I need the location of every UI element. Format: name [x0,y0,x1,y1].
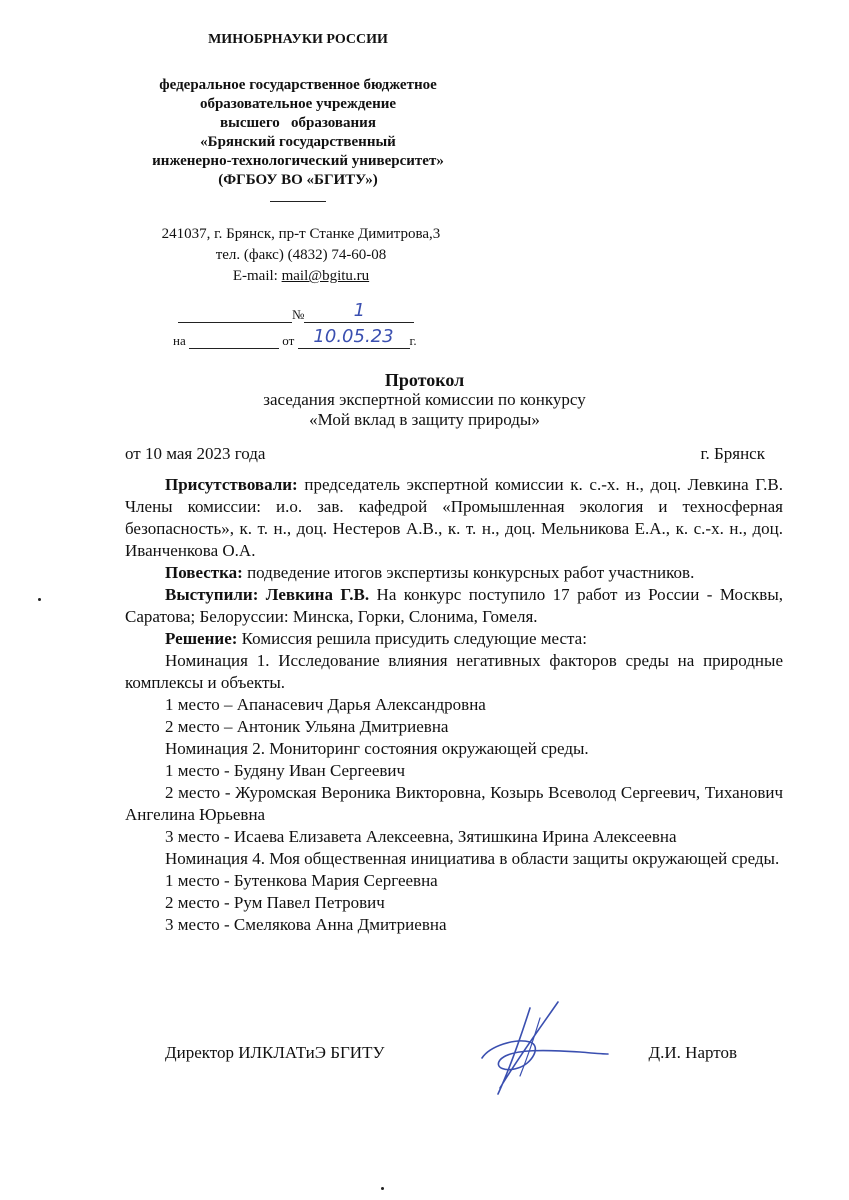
protocol-body [125,474,783,936]
blank-field [178,308,292,323]
phone-number: тел. (факс) (4832) 74-60-08 [215,247,387,263]
agenda-label: Повестка: [165,563,243,582]
nomination-heading: Номинация 1. Исследование влияния негативных факторов среды на природные комплексы и объекты. [125,651,783,692]
email-label: E-mail: [232,268,282,284]
present-label: Присутствовали: [165,475,298,494]
reference-date-line [173,326,417,351]
nomination-heading: Номинация 4. Моя общественная инициатива в области защиты окружающей среды. [165,849,780,868]
title-line: заседания экспертной комиссии по конкурсу [263,390,586,409]
title-line: «Мой вклад в защиту природы» [309,410,540,429]
scan-speck [38,598,41,601]
award-line: 1 место - Будяну Иван Сергеевич [165,761,406,780]
ministry-name: МИНОБРНАУКИ РОССИИ [208,32,388,47]
decision-text: Комиссия решила присудить следующие места: [237,629,587,648]
email-line [106,266,496,287]
award-line: 1 место - Бутенкова Мария Сергеевна [165,871,438,890]
org-line: высшего образования [220,115,376,131]
speakers-paragraph [125,584,783,628]
number-label: № [292,307,305,322]
award-line: 2 место – Антоник Ульяна Дмитриевна [165,717,449,736]
date-city-line [125,444,765,464]
date-field [298,326,410,349]
award-line: 1 место – Апанасевич Дарья Александровна [165,695,486,714]
divider [270,201,326,202]
signatory-position: Директор ИЛКЛАТиЭ БГИТУ [165,1043,385,1062]
organization-name [108,76,488,190]
speakers-label: Выступили: Левкина Г.В. [165,585,370,604]
agenda-paragraph [125,562,783,584]
decision-label: Решение: [165,629,238,648]
scan-speck [381,1187,384,1190]
award-line: 2 место - Журомская Вероника Викторовна, Козырь Всеволод Сергеевич, Тиханович Ангелина Юрьевна [125,783,783,824]
email-link[interactable]: mail@bgitu.ru [281,268,370,284]
title-heading: Протокол [384,370,465,390]
award-line: 3 место - Исаева Елизавета Алексеевна, Зятишкина Ирина Алексеевна [165,827,677,846]
blank-field [189,334,279,349]
signature-line [165,1043,737,1063]
year-suffix: г. [409,333,417,348]
org-line: инженерно-технологический университет» [152,153,444,169]
reference-number-line [178,300,414,325]
award-line: 3 место - Смелякова Анна Дмитриевна [165,915,447,934]
contact-block [106,224,496,287]
number-field [304,300,414,323]
org-line: «Брянский государственный [200,134,396,150]
agenda-text: подведение итогов экспертизы конкурсных работ участников. [242,563,695,582]
present-text: председатель экспертной комиссии к. с.-х. н., доц. Левкина Г.В. Члены комиссии: и.о. зав. кафедрой «Промышленная экология и техносферная безопасность», к. т. н., доц. Нестеров А.В., к. т. н., доц. Мельникова Е.А., к. с.-х. н., доц. Иванченкова О.А. [125,475,783,560]
document-title [0,370,849,430]
signatory-name: Д.И. Нартов [648,1043,737,1062]
award-line: 2 место - Рум Павел Петрович [165,893,385,912]
decision-paragraph [125,628,783,650]
handwritten-number: 1 [353,300,366,321]
city: г. Брянск [700,444,765,463]
to-label: на [173,333,186,348]
present-paragraph [125,474,783,562]
postal-address: 241037, г. Брянск, пр-т Станке Димитрова,3 [161,226,441,242]
letterhead [108,30,488,202]
org-line: федеральное государственное бюджетное [159,77,437,93]
speakers-text: На конкурс поступило 17 работ из России - Москвы, Саратова; Белоруссии: Минска, Горки, Слонима, Гомеля. [125,585,783,626]
handwritten-date: 10.05.23 [313,326,394,347]
org-line: образовательное учреждение [199,96,397,112]
nomination-heading: Номинация 2. Мониторинг состояния окружающей среды. [165,739,589,758]
meeting-date: от 10 мая 2023 года [125,444,266,463]
org-line: (ФГБОУ ВО «БГИТУ») [218,172,378,188]
from-label: от [282,333,295,348]
